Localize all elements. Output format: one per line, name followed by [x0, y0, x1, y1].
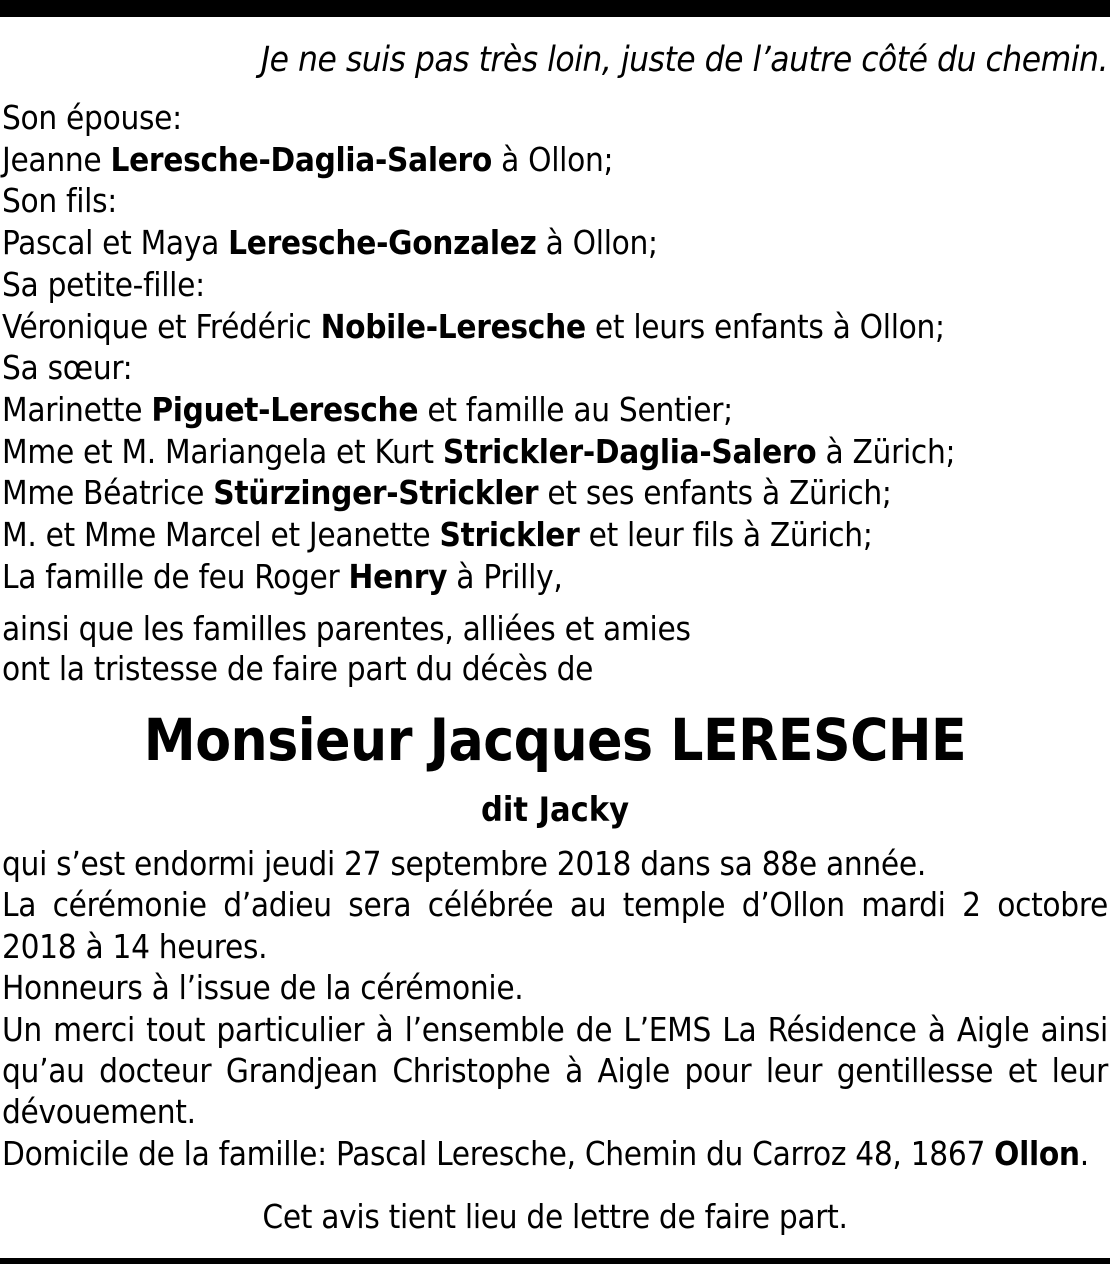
death-notice: qui s’est endormi jeudi 27 septembre 2018 dans sa 88e année. — [2, 844, 926, 883]
bottom-rule — [0, 1258, 1110, 1264]
family-line-text: Jeanne — [2, 139, 111, 179]
family-line-text: et leur fils à Zürich; — [579, 515, 873, 555]
family-line-text: Son fils: — [2, 181, 117, 221]
family-line-text: Pascal et Maya — [2, 223, 229, 263]
family-line-text: et famille au Sentier; — [418, 389, 733, 429]
family-name: Piguet-Leresche — [151, 389, 419, 429]
family-line — [2, 389, 955, 431]
family-line-text: Mme Béatrice — [2, 473, 214, 513]
family-line-text: Sa petite-fille: — [2, 264, 205, 304]
family-line-text: M. et Mme Marcel et Jeanette — [2, 515, 440, 555]
domicile-town: Ollon — [994, 1133, 1080, 1173]
family-list — [2, 97, 955, 597]
family-line — [2, 180, 955, 222]
family-name: Leresche-Daglia-Salero — [110, 139, 492, 179]
domicile-text: Domicile de la famille: Pascal Leresche, Chemin du Carroz 48, 1867 — [2, 1133, 995, 1173]
family-name: Stürzinger-Strickler — [213, 473, 539, 513]
thanks-line: dévouement. — [2, 1092, 196, 1132]
honours-line: Honneurs à l’issue de la cérémonie. — [2, 968, 524, 1008]
family-line — [2, 97, 955, 139]
family-line — [2, 347, 955, 389]
family-line — [2, 472, 955, 514]
family-line-text: à Zürich; — [816, 431, 956, 471]
family-line-text: Marinette — [2, 389, 152, 429]
deceased-nickname: dit Jacky — [480, 790, 630, 830]
family-name: Strickler-Daglia-Salero — [442, 431, 817, 471]
domicile-line — [2, 1133, 1108, 1174]
intro-line: ont la tristesse de faire part du décès de — [2, 649, 594, 688]
family-line-text: et leurs enfants à Ollon; — [585, 306, 945, 346]
family-line-text: Sa sœur: — [2, 348, 133, 388]
family-line — [2, 514, 955, 556]
family-line — [2, 222, 955, 264]
family-line-text: Véronique et Frédéric — [2, 306, 321, 346]
family-name: Strickler — [439, 515, 580, 555]
family-line-text: et ses enfants à Zürich; — [538, 473, 892, 513]
family-line — [2, 306, 955, 348]
family-line — [2, 431, 955, 473]
epigraph: Je ne suis pas très loin, juste de l’autre côté du chemin. — [260, 40, 1108, 80]
thanks-line: qu’au docteur Grandjean Christophe à Aigle pour leur gentillesse et leur — [2, 1051, 1108, 1091]
closing-note: Cet avis tient lieu de lettre de faire part. — [262, 1197, 848, 1236]
intro-text — [2, 609, 691, 689]
top-rule — [0, 0, 1110, 17]
family-line-text: La famille de feu Roger — [2, 556, 349, 596]
family-line-text: Mme et M. Mariangela et Kurt — [2, 431, 443, 471]
ceremony-line: 2018 à 14 heures. — [2, 926, 268, 966]
family-line — [2, 139, 955, 181]
family-line-text: à Ollon; — [492, 139, 614, 179]
ceremony-line: La cérémonie d’adieu sera célébrée au temple d’Ollon mardi 2 octobre — [2, 885, 1108, 925]
family-line-text: à Ollon; — [536, 223, 658, 263]
family-name: Henry — [348, 556, 448, 596]
details-text — [2, 843, 1108, 1174]
family-name: Leresche-Gonzalez — [228, 223, 537, 263]
intro-line: ainsi que les familles parentes, alliées et amies — [2, 609, 691, 648]
family-line-text: à Prilly, — [447, 556, 563, 596]
thanks-line: Un merci tout particulier à l’ensemble de L’EMS La Résidence à Aigle ainsi — [2, 1009, 1108, 1049]
family-line-text: Son épouse: — [2, 98, 182, 137]
family-line — [2, 556, 955, 598]
family-name: Nobile-Leresche — [320, 306, 586, 346]
family-line — [2, 264, 955, 306]
domicile-end: . — [1079, 1133, 1089, 1173]
deceased-name: Monsieur Jacques LERESCHE — [143, 706, 967, 774]
